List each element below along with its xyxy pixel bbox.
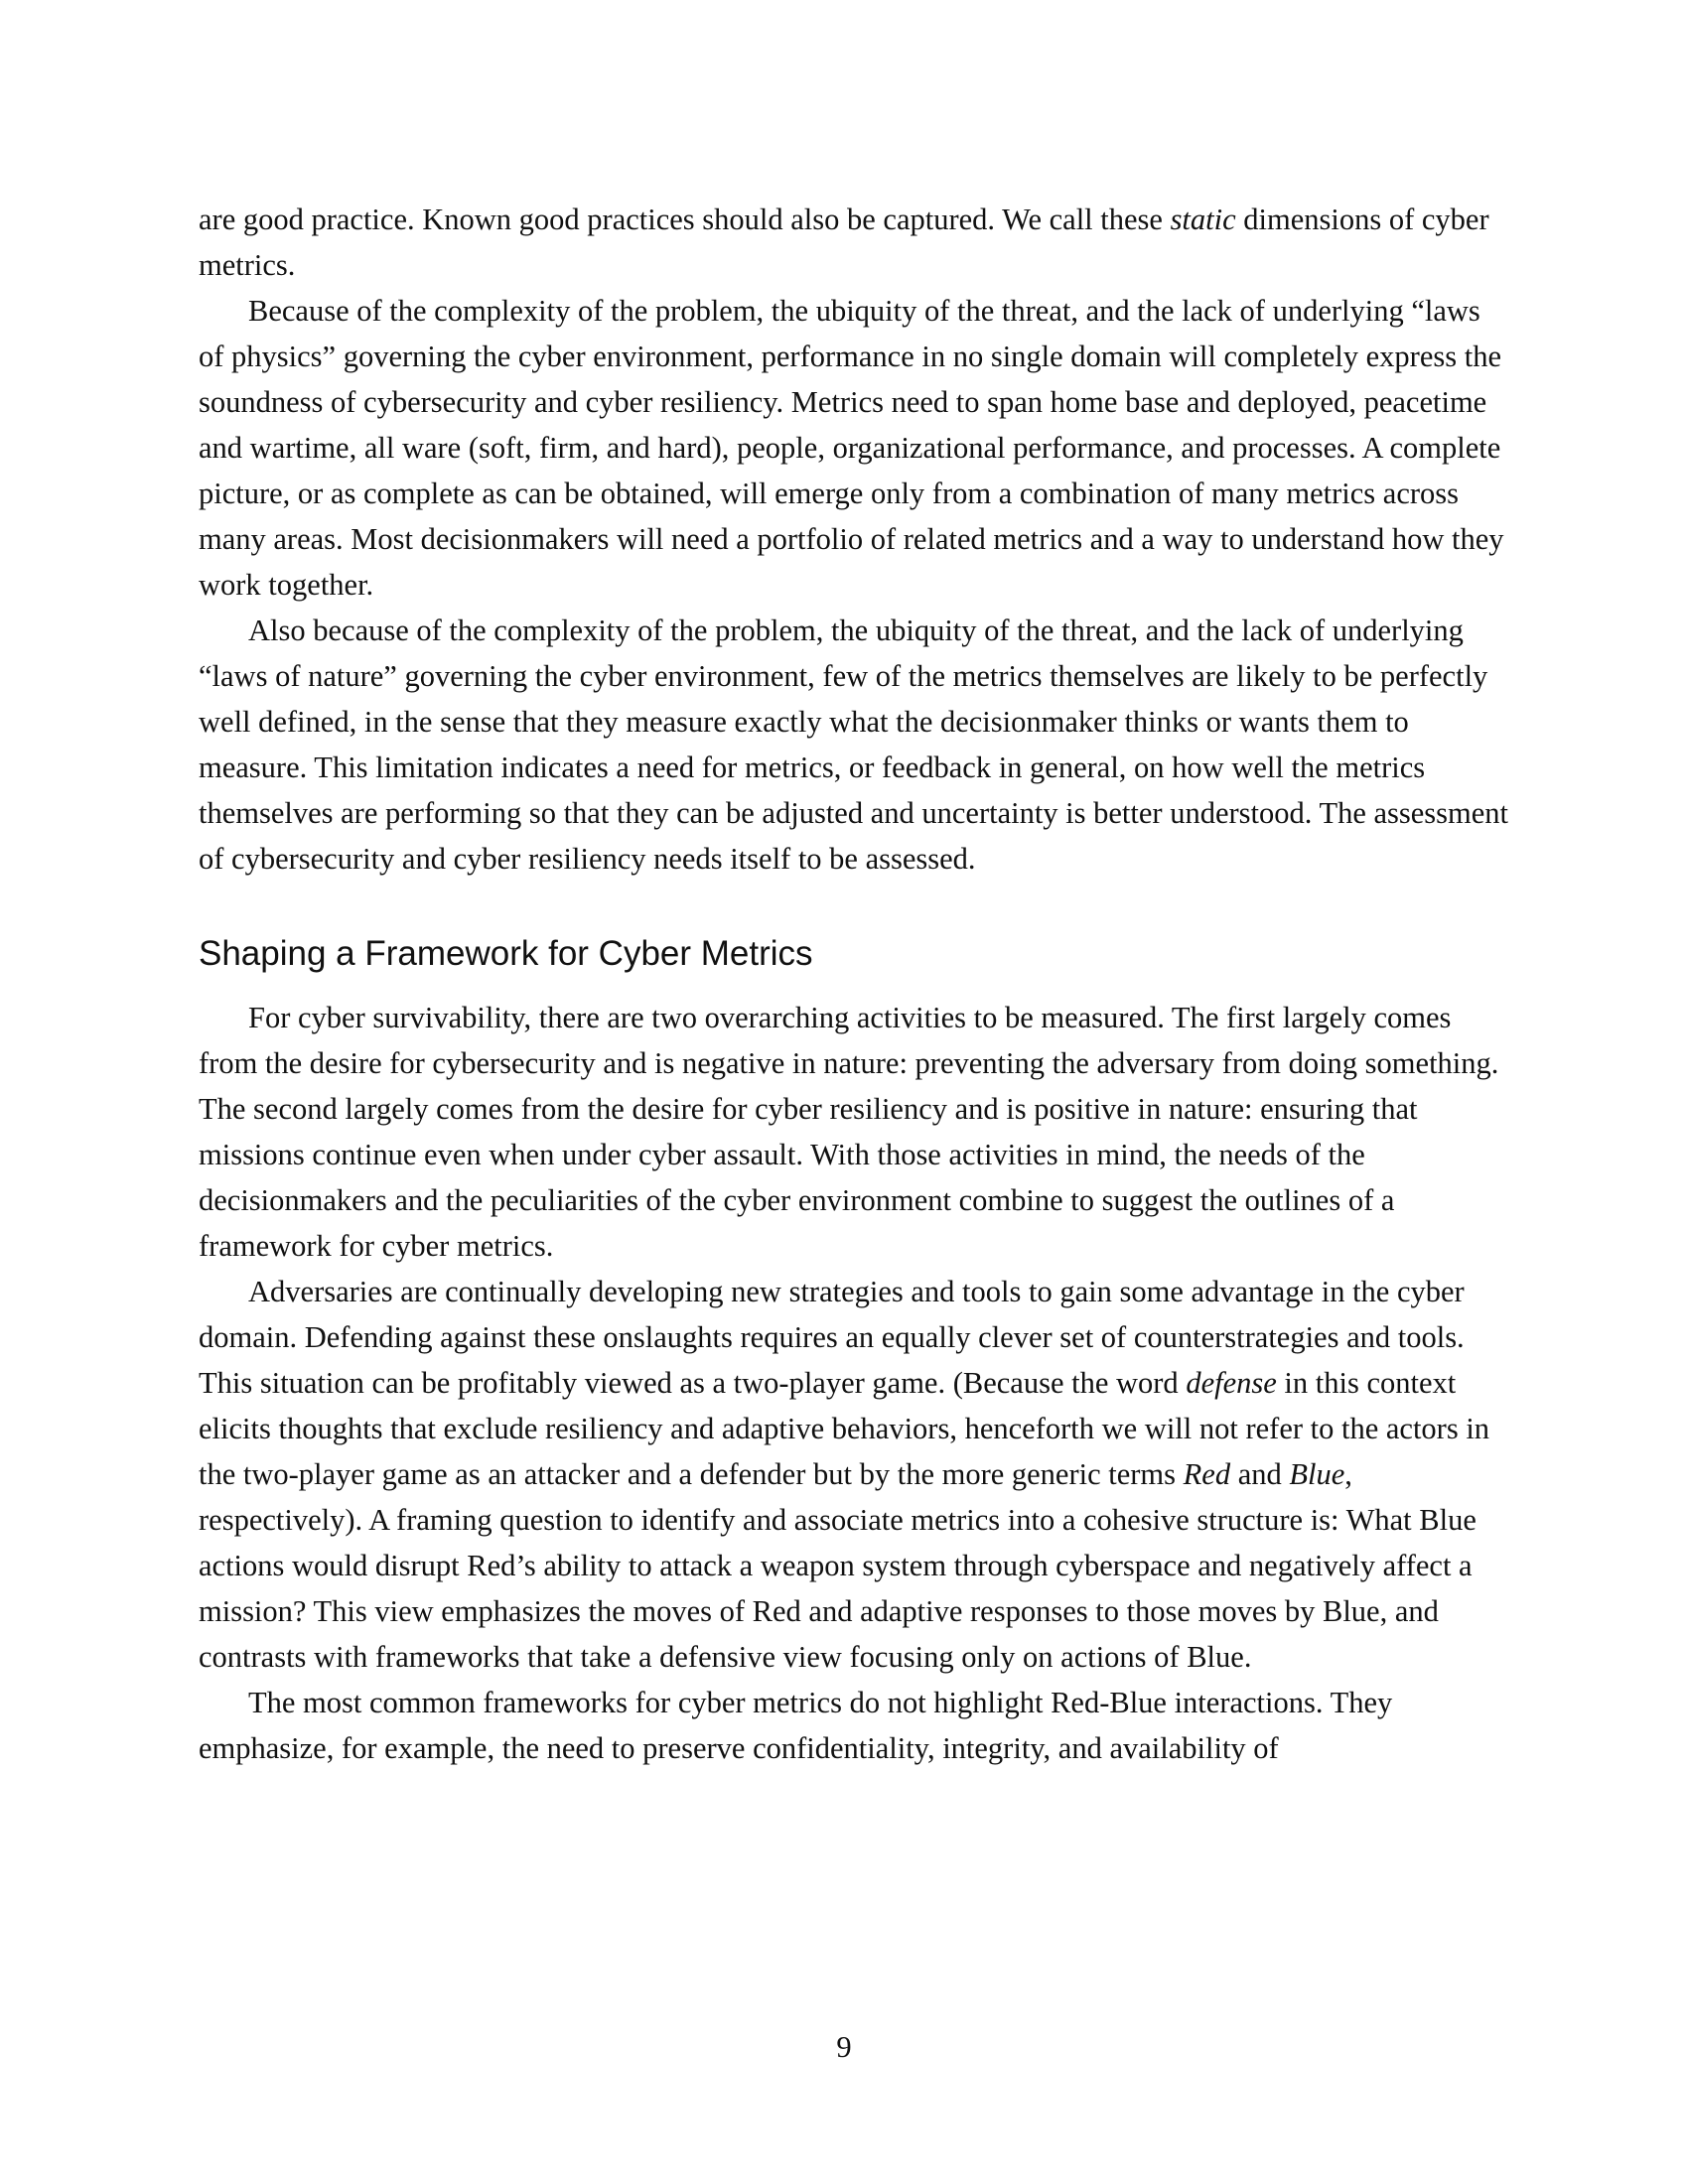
italic-term-static: static [1170,203,1236,236]
paragraph-text: Adversaries are continually developing new strategies and tools to gain some advantage in the cyber domain. Defending against these onslaughts requires an equally clever set of counterstrategies and tools. This situation can be profitably viewed as a two-player game. (Because the word [199,1275,1465,1400]
paragraph-cyber-survivability: For cyber survivability, there are two overarching activities to be measured. The first largely comes from the desire for cybersecurity and is negative in nature: preventing the adversary from doing something. The second largely comes from the desire for cyber resiliency and is positive in nature: ensuring that missions continue even when under cyber assault. With those activities in mind, the needs of the decisionmakers and the peculiarities of the cyber environment combine to suggest the outlines of a framework for cyber metrics. [199,1001,1499,1263]
italic-term-defense: defense [1186,1366,1277,1400]
paragraph-static-dimensions [199,197,1509,288]
paragraph-two-player-game [199,1269,1509,1680]
paragraph-metrics-assessment: Also because of the complexity of the problem, the ubiquity of the threat, and the lack of underlying “laws of nature” governing the cyber environment, few of the metrics themselves are likely to be perfectly well defined, in the sense that they measure exactly what the decisionmaker thinks or wants them to measure. This limitation indicates a need for metrics, or feedback in general, on how well the metrics themselves are performing so that they can be adjusted and uncertainty is better understood. The assessment of cybersecurity and cyber resiliency needs itself to be assessed. [199,614,1509,876]
paragraph-text: in this context elicits thoughts that exclude resiliency and adaptive behaviors, henceforth we will not refer to the actors in the two-player game as an attacker and a defender but by the more generic terms [199,1366,1490,1491]
paragraph-text: , respectively). A framing question to identify and associate metrics into a cohesive structure is: What Blue actions would disrupt Red’s ability to attack a weapon system through cyberspace and negatively affect a mission? This view emphasizes the moves of Red and adaptive responses to those moves by Blue, and contrasts with frameworks that take a defensive view focusing only on actions of Blue. [199,1457,1477,1674]
paragraph-text: dimensions of cyber metrics. [199,203,1489,282]
page-number: 9 [836,2030,852,2064]
paragraph-text: and [1230,1457,1290,1491]
paragraph-text: are good practice. Known good practices should also be captured. We call these [199,203,1171,236]
paragraph-common-frameworks: The most common frameworks for cyber metrics do not highlight Red-Blue interactions. They emphasize, for example, the need to preserve confidentiality, integrity, and availability of [199,1686,1393,1765]
paragraph-complexity-portfolio: Because of the complexity of the problem, the ubiquity of the threat, and the lack of underlying “laws of physics” governing the cyber environment, performance in no single domain will completely express the soundness of cybersecurity and cyber resiliency. Metrics need to span home base and deployed, peacetime and wartime, all ware (soft, firm, and hard), people, organizational performance, and processes. A complete picture, or as complete as can be obtained, will emerge only from a combination of many metrics across many areas. Most decisionmakers will need a portfolio of related metrics and a way to understand how they work together. [199,294,1504,602]
section-heading: Shaping a Framework for Cyber Metrics [199,934,813,973]
italic-term-red: Red [1183,1457,1231,1491]
document-body [199,197,1509,1771]
italic-term-blue: Blue [1289,1457,1345,1491]
